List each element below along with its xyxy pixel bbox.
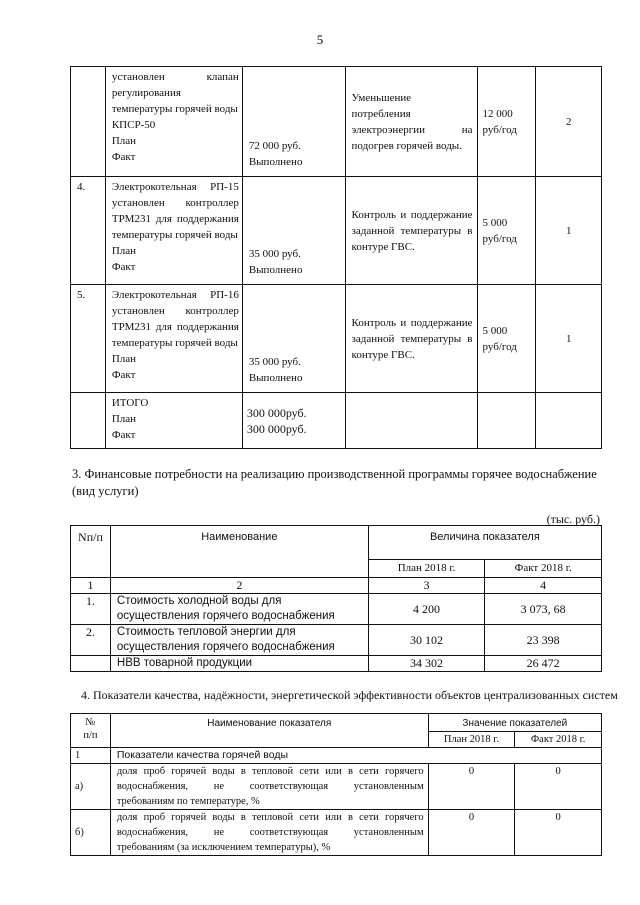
saving-line: руб/год [482, 232, 517, 245]
effect-line: Контроль и поддержание [351, 208, 473, 221]
total-line: Факт [111, 429, 136, 441]
row-number: 2. [71, 625, 111, 656]
total-line: План [111, 413, 137, 425]
desc-line: температуры горячей воды [111, 103, 238, 115]
row-number [71, 656, 111, 672]
saving-line: 5 000 [482, 216, 508, 229]
desc-line: План [111, 353, 137, 365]
saving-line: руб/год [482, 340, 517, 353]
table-row [71, 177, 602, 285]
measures-table [70, 66, 602, 449]
measure-payback: 1 [536, 177, 602, 285]
desc-line: План [111, 245, 137, 257]
measure-description [105, 177, 242, 285]
effect-line: Контроль и поддержание [351, 316, 473, 329]
cost-line: 72 000 руб. [248, 140, 301, 152]
total-cost [242, 393, 345, 449]
fact-value: 23 398 [485, 625, 602, 656]
fact-value: 0 [515, 764, 602, 810]
row-number: 1 [71, 748, 111, 764]
measure-cost [242, 285, 345, 393]
effect-line: заданной температуры в [351, 224, 473, 237]
total-description [105, 393, 242, 449]
effect-line: контуре ГВС. [351, 348, 415, 361]
fact-value: 26 472 [485, 656, 602, 672]
desc-line: Факт [111, 369, 136, 381]
table-row [71, 810, 602, 856]
unit-label: (тыс. руб.) [546, 512, 600, 526]
measure-effect [345, 67, 477, 177]
col-fact-header: Факт 2018 г. [485, 560, 602, 578]
total-cost-line: 300 000руб. [246, 405, 307, 420]
table-row [71, 67, 602, 177]
section-4-heading: 4. Показатели качества, надёжности, энергетической эффективности объектов централизованных систем [81, 688, 618, 702]
fact-value: 3 073, 68 [485, 594, 602, 625]
plan-value: 30 102 [368, 625, 485, 656]
measure-payback: 1 [536, 285, 602, 393]
table-row [71, 656, 602, 672]
measure-description [105, 67, 242, 177]
effect-line: потребления [351, 107, 411, 120]
total-line: ИТОГО [111, 397, 149, 409]
row-name: доля проб горячей воды в тепловой сети или в сети горячего водоснабжения, не соответствующая установленным требованиям по температуре, % [110, 764, 428, 810]
desc-line: Электрокотельная РП-16 [111, 289, 239, 301]
col-num-header: № п/п [71, 714, 111, 748]
col-plan-header: План 2018 г. [368, 560, 485, 578]
effect-line: электроэнергии на [351, 123, 473, 136]
saving-line: 5 000 [482, 324, 508, 337]
desc-line: Электрокотельная РП-15 [111, 181, 239, 193]
measure-effect [345, 285, 477, 393]
desc-line: ТРМ231 для поддержания [111, 213, 239, 225]
page-number: 5 [316, 32, 324, 47]
row-name: Стоимость тепловой энергии для осуществления горячего водоснабжения [110, 625, 368, 656]
measure-saving [477, 285, 536, 393]
table-header-row [71, 526, 602, 560]
table-row [71, 594, 602, 625]
desc-line: регулирования [111, 87, 181, 99]
total-cost-line: 300 000руб. [246, 421, 307, 436]
group-name: Показатели качества горячей воды [110, 748, 601, 764]
table-row [71, 625, 602, 656]
row-name: НВВ товарной продукции [110, 656, 368, 672]
desc-line: установлен клапан [111, 71, 239, 83]
quality-table [70, 713, 602, 856]
measure-description [105, 285, 242, 393]
table-row [71, 764, 602, 810]
col-num-header: Nп/п [71, 526, 111, 578]
cost-line: Выполнено [248, 372, 303, 384]
effect-line: подогрев горячей воды. [351, 139, 462, 152]
row-number [71, 67, 106, 177]
plan-value: 4 200 [368, 594, 485, 625]
row-name: доля проб горячей воды в тепловой сети или в сети горячего водоснабжения, не соответствующая установленным требованиям (за исключением температуры), % [110, 810, 428, 856]
total-row [71, 393, 602, 449]
cost-line: 35 000 руб. [248, 248, 301, 260]
row-number: 1. [71, 594, 111, 625]
desc-line: температуры горячей воды [111, 229, 238, 241]
cost-line: Выполнено [248, 264, 303, 276]
desc-line: установлен контроллер [111, 197, 239, 209]
desc-line: Факт [111, 261, 136, 273]
col-value-header: Значение показателей [428, 714, 601, 732]
col-plan-header: План 2018 г. [428, 732, 515, 748]
row-name: Стоимость холодной воды для осуществления горячего водоснабжения [110, 594, 368, 625]
col-value-header: Величина показателя [368, 526, 601, 560]
row-number: 4. [71, 177, 106, 285]
desc-line: План [111, 135, 137, 147]
col-fact-header: Факт 2018 г. [515, 732, 602, 748]
effect-line: заданной температуры в [351, 332, 473, 345]
measure-saving [477, 177, 536, 285]
desc-line: температуры горячей воды [111, 337, 238, 349]
plan-value: 34 302 [368, 656, 485, 672]
cost-line: Выполнено [248, 156, 303, 168]
saving-line: руб/год [482, 123, 517, 136]
col-name-header: Наименование показателя [110, 714, 428, 748]
section-3-heading: 3. Финансовые потребности на реализацию производственной программы горячее водоснабжение (вид услуги) [72, 467, 597, 498]
row-number: 5. [71, 285, 106, 393]
saving-line: 12 000 [482, 107, 513, 120]
fact-value: 0 [515, 810, 602, 856]
desc-line: ТРМ231 для поддержания [111, 321, 239, 333]
index-row: 1 2 3 4 [71, 578, 602, 594]
financial-table [70, 525, 602, 672]
desc-line: установлен контроллер [111, 305, 239, 317]
measure-effect [345, 177, 477, 285]
effect-line: Уменьшение [351, 91, 412, 104]
row-number: б) [71, 810, 111, 856]
group-row [71, 748, 602, 764]
row-number: а) [71, 764, 111, 810]
cost-line: 35 000 руб. [248, 356, 301, 368]
measure-payback: 2 [536, 67, 602, 177]
measure-saving [477, 67, 536, 177]
desc-line: КПСР-50 [111, 119, 156, 131]
table-row [71, 285, 602, 393]
col-name-header: Наименование [110, 526, 368, 578]
measure-cost [242, 67, 345, 177]
plan-value: 0 [428, 810, 515, 856]
table-header-row [71, 714, 602, 732]
measure-cost [242, 177, 345, 285]
plan-value: 0 [428, 764, 515, 810]
desc-line: Факт [111, 151, 136, 163]
effect-line: контуре ГВС. [351, 240, 415, 253]
